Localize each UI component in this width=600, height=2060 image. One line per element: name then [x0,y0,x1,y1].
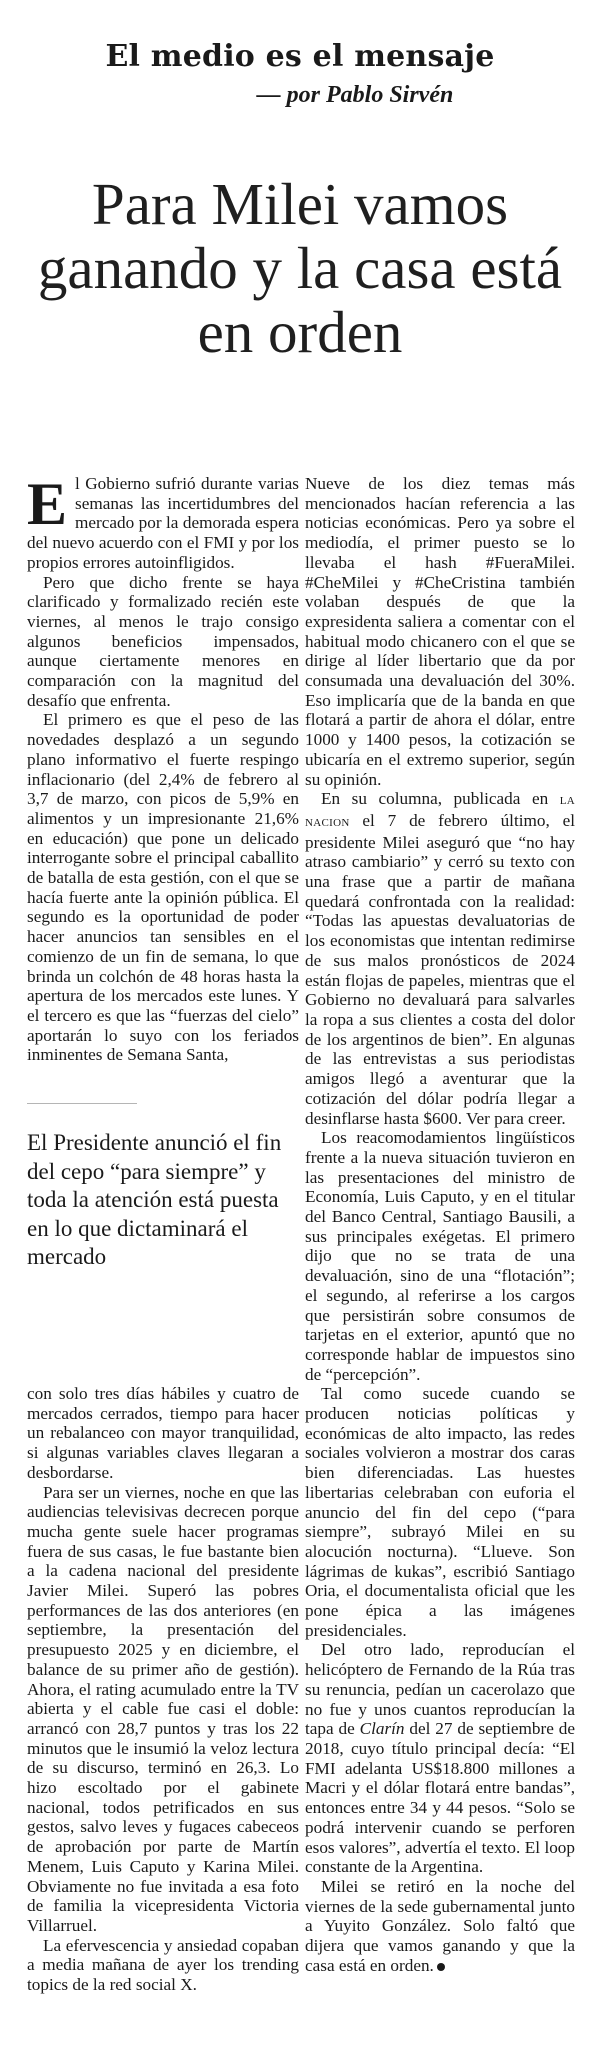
paragraph-11-start: Del otro lado, reproducían el helicóptero de Fernando de la Rúa tras su renuncia, pedían un cacerolazo que no fue y unos cuantos reproducían la tapa de [305,1640,575,1739]
drop-cap: E [27,471,68,537]
paragraph-5: Para ser un viernes, noche en que las audiencias televisivas decrecen porque mucha gente suele hacer programas fuera de sus casas, le fue bastante bien a la cadena nacional del presidente Javier Milei. Superó las pobres performances de las dos anteriores (en septiembre, la presentación del presupuesto 2025 y en diciembre, el balance de su primer año de gestión). Ahora, el rating acumulado entre la TV abierta y el cable fue casi el doble: arrancó con 28,7 puntos y tras los 22 minutos que le insumió la veloz lectura de su discurso, terminó en 26,3. Lo hizo escoltado por el gabinete nacional, todos petrificados en sus gestos, salvo leves y fugaces cabeceos de aprobación por parte de Martín Menem, Luis Caputo y Karina Milei. Obviamente no fue invitada a esa foto de familia la vicepresidenta Victoria Villarruel. [27,1482,299,1935]
paragraph-9: Los reacomodamientos lingüísticos frente a la nueva situación tuvieron en las presentaciones del ministro de Economía, Luis Caputo, y en el titular del Banco Central, Santiago Bausili, a sus principales exégetas. El primero dijo que no se trata de una devaluación, sino de una “flotación”; el segundo, al referirse a los cargos que persistirán sobre consumos de tarjetas en el exterior, apuntó que no corresponde hablar de impuestos sino de “percepción”. [305,1128,575,1384]
left-column-top [27,471,299,1065]
paragraph-7: Nueve de los diez temas más mencionados hacían referencia a las noticias económicas. Pero ya sobre el mediodía, el primer puesto se lo llevaba el hash #FueraMilei. #CheMilei y #CheCristina también volaban después de que la expresidenta saliera a comentar con el habitual modo chicanero con el que se dirige al líder libertario que da por consumada una devaluación del 30%. Eso implicaría que de la banda en que flotará a partir de ahora el dólar, entre 1000 y 1400 pesos, la cotización se ubicaría en el extremo superior, según su opinión. [305,474,575,789]
paragraph-4: con solo tres días hábiles y cuatro de mercados cerrados, tiempo para hacer un rebalanceo con mayor tranquilidad, si algunas variables claves llegaran a desbordarse. [27,1384,299,1482]
column-header [0,38,600,110]
paragraph-2: Pero que dicho frente se haya clarificado y formalizado recién este viernes, al menos le trajo consigo algunos beneficios impensados, aunque ciertamente menores en comparación con la magnitud del desafío que enfrenta. [27,572,299,710]
end-of-article-bullet-icon [437,1963,445,1971]
paragraph-1-text: l Gobierno sufrió durante varias semanas las incertidumbres del mercado por la demorada espera del nuevo acuerdo con el FMI y por los propios errores autoinfligidos. [27,474,299,572]
paragraph-6: La efervescencia y ansiedad copaban a media mañana de ayer los trending topics de la red social X. [27,1935,299,1995]
paragraph-1 [27,471,299,573]
paragraph-11-end: del 27 de septiembre de 2018, cuyo título principal decía: “El FMI adelanta US$18.800 millones a Macri y el dólar flotará entre bandas”, entonces entre 34 y 44 pesos. “Solo se podrá intervenir cuando se perforen esos valores”, advertía el texto. El loop constante de la Argentina. [305,1719,575,1877]
right-column [305,474,575,1975]
paragraph-12-text: Milei se retiró en la noche del viernes de la sede gubernamental junto a Yuyito González. Solo faltó que dijera que vamos ganando y que la casa está en orden. [305,1876,575,1975]
paragraph-8-end: el 7 de febrero último, el presidente Milei aseguró que “no hay atraso cambiario” y cerró su texto con una frase que a partir de mañana quedará confrontada con la realidad: “Todas las apuestas devaluatorias de los economistas que intentan redimirse de sus malos pronósticos de 2024 están flojas de papeles, mientras que el Gobierno no devaluará para salvarles la ropa a sus clientes a costa del dolor de los argentinos de bien”. En algunas de las entrevistas a sus periodistas amigos llegó a aventurar que la cotización del dólar podría llegar a desinflarse hasta $600. Ver para creer. [305,810,575,1128]
pullquote-divider [27,1103,137,1104]
paragraph-10: Tal como sucede cuando se producen noticias políticas y económicas de alto impacto, las redes sociales volvieron a mostrar dos caras bien diferenciadas. Las huestes libertarias celebraban con euforia el anuncio del fin del cepo (“para siempre”, subrayó Milei en su alocución nocturna). “Llueve. Son lágrimas de kukas”, escribió Santiago Oria, el documentalista oficial que les pone épica a las imágenes presidenciales. [305,1384,575,1640]
paragraph-11 [305,1640,575,1876]
paragraph-8 [305,789,575,1128]
newspaper-name: la nacion [305,792,575,830]
newspaper-title-italic: Clarín [359,1719,405,1739]
paragraph-3: El primero es que el peso de las novedades desplazó a un segundo plano informativo el fuerte respingo inflacionario (del 2,4% de febrero al 3,7 de marzo, con picos de 5,9% en alimentos y un impresionante 21,6% en educación) que pone un delicado interrogante sobre el principal caballito de batalla de esta gestión, con el que se hacía fuerte ante la opinión pública. El segundo es la oportunidad de poder hacer anuncios tan sensibles en el comienzo de un fin de semana, lo que brinda un colchón de 48 horas hasta la apertura de los mercados este lunes. Y el tercero es que las “fuerzas del cielo” aportarán lo suyo con los feriados inminentes de Semana Santa, [27,710,299,1065]
left-column-bottom [27,1384,299,1995]
byline: — por Pablo Sirvén [256,82,454,108]
pullquote: El Presidente anunció el fin del cepo “para siempre” y toda la atención está puesta en lo que dictaminará el mercado [27,1130,282,1269]
paragraph-12 [305,1877,575,1976]
paragraph-8-start: En su columna, publicada en [321,789,560,809]
section-title: El medio es el mensaje [105,39,495,74]
article-headline: Para Milei vamos ganando y la casa está en orden [37,171,563,365]
